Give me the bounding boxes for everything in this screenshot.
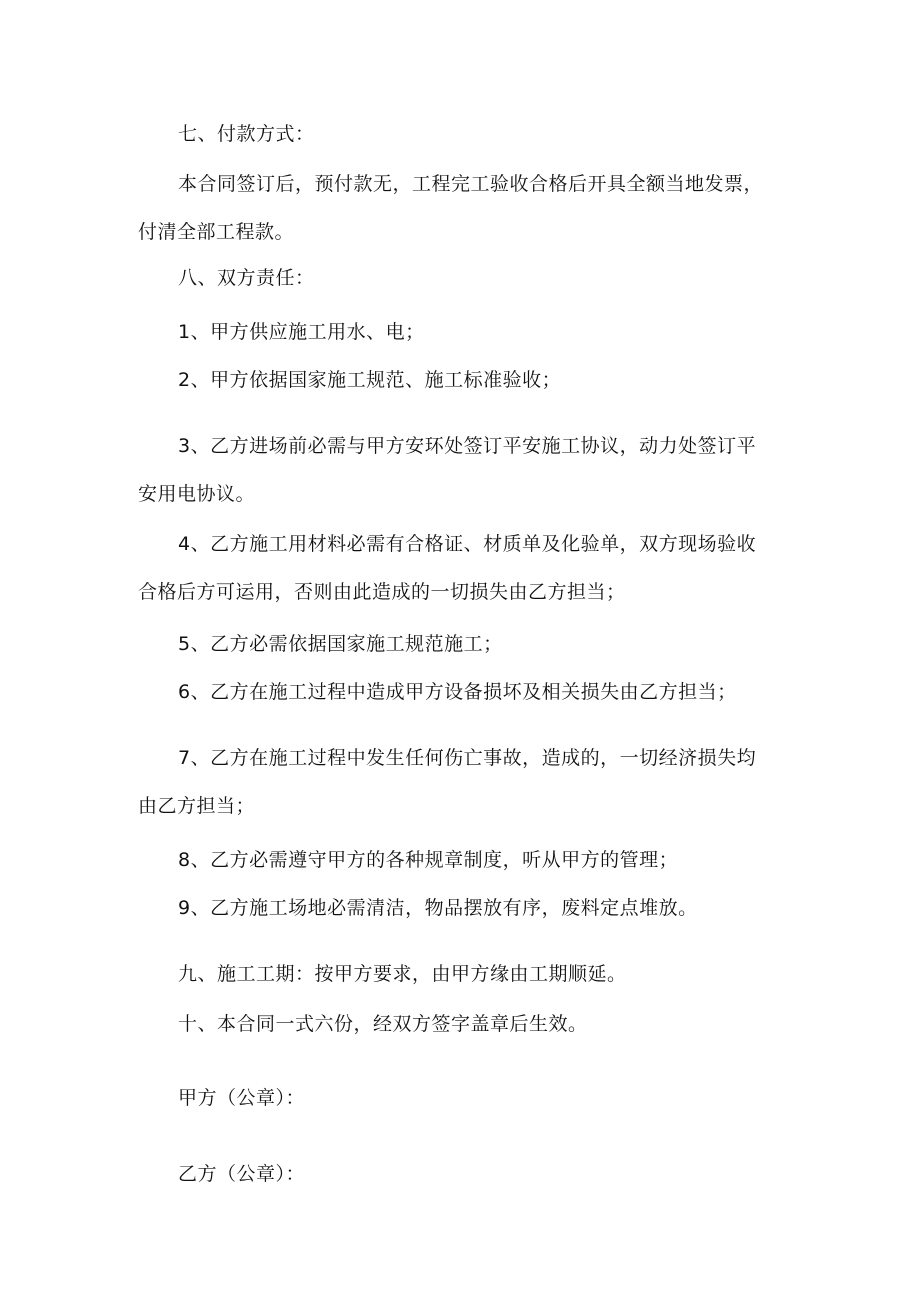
responsibility-item-6: 6、乙方在施工过程中造成甲方设备损坏及相关损失由乙方担当；: [178, 681, 737, 703]
section-8-heading: 八、双方责任：: [178, 267, 315, 289]
party-a-seal-label: 甲方（公章）：: [178, 1087, 306, 1109]
section-9: 九、施工工期：按甲方要求，由甲方缘由工期顺延。: [178, 963, 627, 985]
section-10: 十、本合同一式六份，经双方签字盖章后生效。: [178, 1013, 588, 1035]
responsibility-item-3-line2: 安用电协议。: [138, 483, 256, 505]
section-7-heading: 七、付款方式：: [178, 123, 315, 145]
responsibility-item-2: 2、甲方依据国家施工规范、施工标准验收；: [178, 369, 562, 391]
responsibility-item-1: 1、甲方供应施工用水、电；: [178, 321, 425, 343]
section-7-body-line2: 付清全部工程款。: [138, 221, 295, 243]
party-b-seal-label: 乙方（公章）：: [178, 1163, 306, 1185]
responsibility-item-8: 8、乙方必需遵守甲方的各种规章制度，听从甲方的管理；: [178, 849, 679, 871]
responsibility-item-4-line2: 合格后方可运用，否则由此造成的一切损失由乙方担当；: [138, 581, 626, 603]
responsibility-item-4-line1: 4、乙方施工用材料必需有合格证、材质单及化验单，双方现场验收: [178, 533, 757, 555]
responsibility-item-7-line1: 7、乙方在施工过程中发生任何伤亡事故，造成的，一切经济损失均: [178, 747, 757, 769]
responsibility-item-7-line2: 由乙方担当；: [138, 795, 256, 817]
responsibility-item-9: 9、乙方施工场地必需清洁，物品摆放有序，废料定点堆放。: [178, 897, 698, 919]
responsibility-item-5: 5、乙方必需依据国家施工规范施工；: [178, 633, 503, 655]
responsibility-item-3-line1: 3、乙方进场前必需与甲方安环处签订平安施工协议，动力处签订平: [178, 435, 757, 457]
section-7-body-line1: 本合同签订后，预付款无，工程完工验收合格后开具全额当地发票，: [178, 173, 764, 195]
